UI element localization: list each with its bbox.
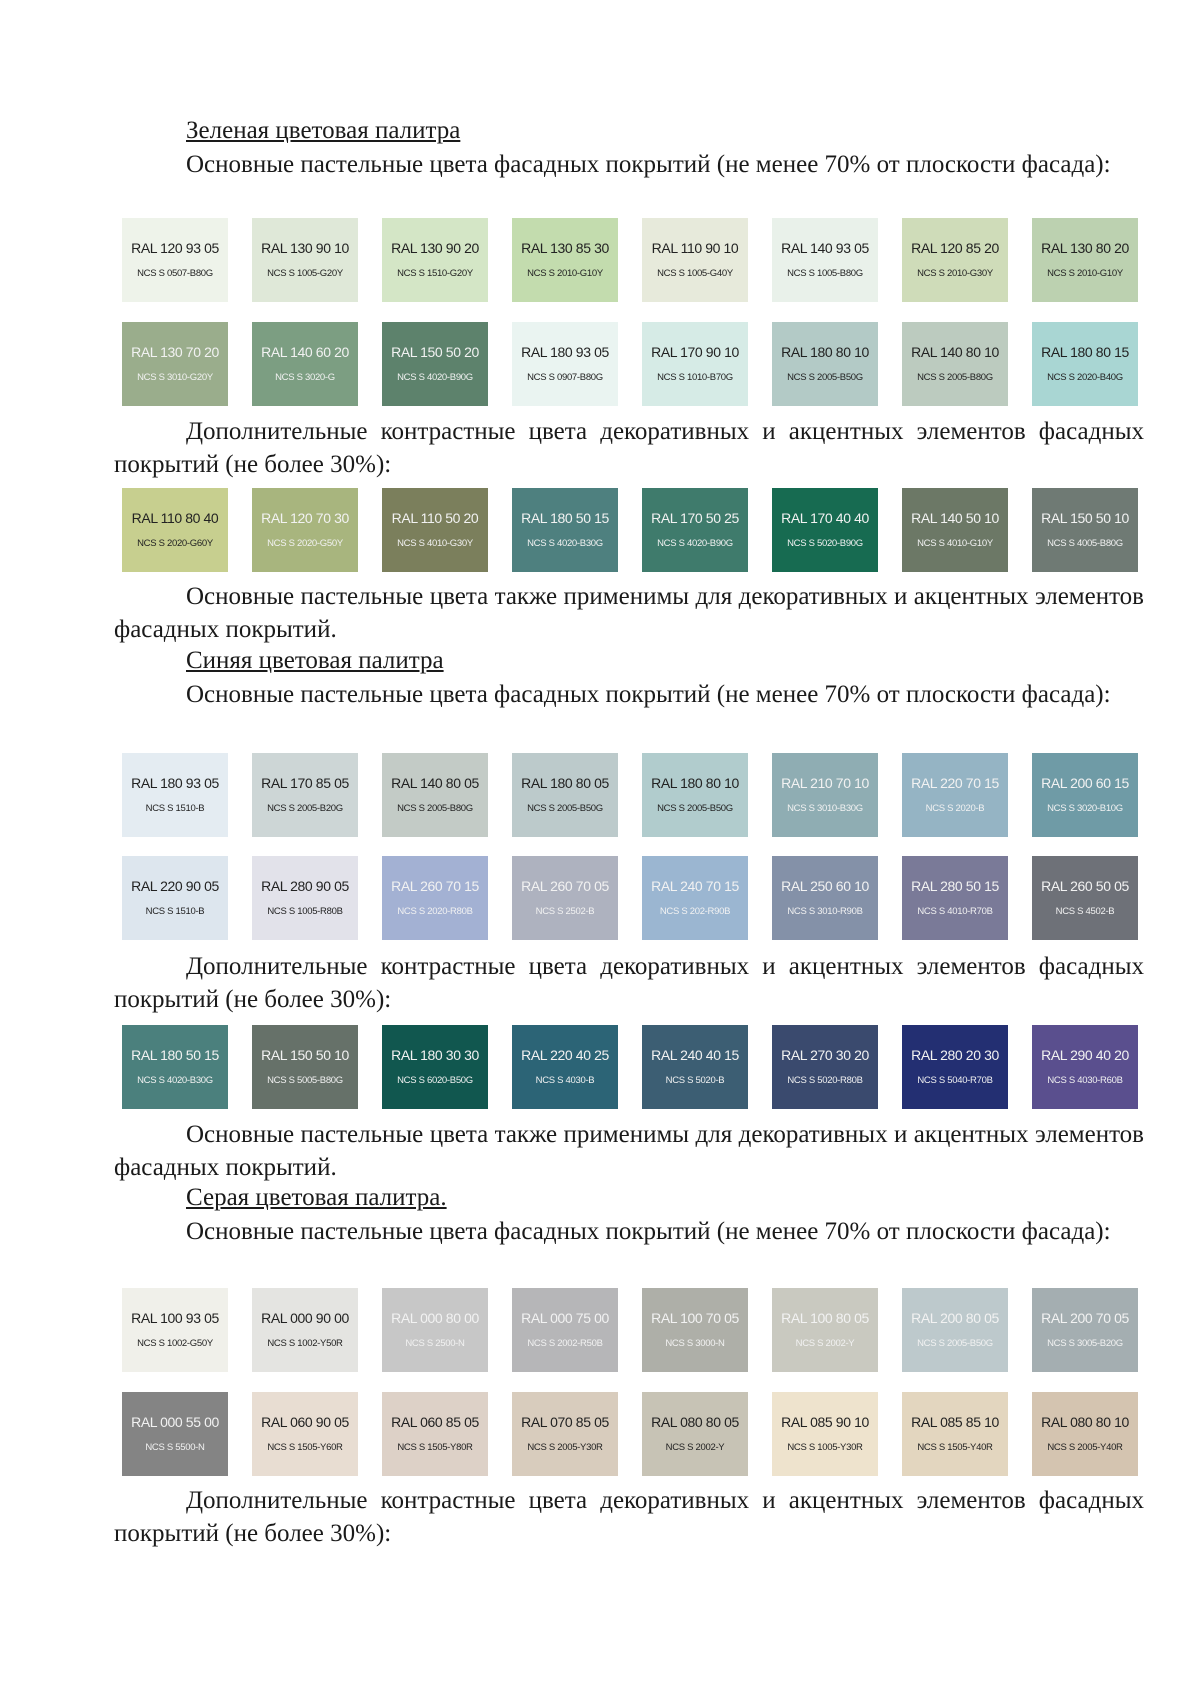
ral-code: RAL 070 85 05 [521, 1414, 609, 1430]
color-swatch [512, 1392, 618, 1476]
ral-code: RAL 240 70 15 [651, 878, 739, 894]
color-swatch [252, 1392, 358, 1476]
ncs-code: NCS S 5020-B [665, 1075, 725, 1086]
grey-palette-heading: Серая цветовая палитра. [186, 1184, 447, 1211]
ral-code: RAL 130 90 20 [391, 240, 479, 256]
ncs-code: NCS S 2010-G10Y [1047, 268, 1123, 279]
ncs-code: NCS S 2005-B80G [917, 372, 993, 383]
color-swatch [122, 753, 228, 837]
color-swatch [122, 1392, 228, 1476]
ncs-code: NCS S 2005-B20G [267, 803, 343, 814]
color-swatch [642, 1288, 748, 1372]
ncs-code: NCS S 4010-G30Y [397, 538, 473, 549]
color-swatch [642, 322, 748, 406]
color-swatch [902, 1288, 1008, 1372]
ral-code: RAL 120 85 20 [911, 240, 999, 256]
color-swatch [512, 322, 618, 406]
color-swatch [902, 856, 1008, 940]
grey-main-text: Основные пастельные цвета фасадных покрытий (не менее 70% от плоскости фасада): [186, 1218, 1111, 1245]
ncs-code: NCS S 2010-G30Y [917, 268, 993, 279]
color-swatch [252, 1288, 358, 1372]
ral-code: RAL 180 30 30 [391, 1047, 479, 1063]
ncs-code: NCS S 1505-Y60R [267, 1442, 343, 1453]
color-swatch [122, 1288, 228, 1372]
ncs-code: NCS S 4020-B30G [137, 1075, 213, 1086]
ncs-code: NCS S 4005-B80G [1047, 538, 1123, 549]
color-swatch [512, 1288, 618, 1372]
ral-code: RAL 180 80 10 [781, 344, 869, 360]
blue-palette-heading: Синяя цветовая палитра [186, 647, 444, 674]
ncs-code: NCS S 3010-G20Y [137, 372, 213, 383]
ncs-code: NCS S 1005-G40Y [657, 268, 733, 279]
color-swatch [252, 1025, 358, 1109]
color-swatch [382, 753, 488, 837]
ral-code: RAL 220 90 05 [131, 878, 219, 894]
ncs-code: NCS S 2005-B80G [397, 803, 473, 814]
ral-code: RAL 130 80 20 [1041, 240, 1129, 256]
ncs-code: NCS S 2502-B [535, 906, 595, 917]
ncs-code: NCS S 2005-B50G [787, 372, 863, 383]
ral-code: RAL 080 80 10 [1041, 1414, 1129, 1430]
ncs-code: NCS S 2005-B50G [657, 803, 733, 814]
color-swatch [772, 218, 878, 302]
color-swatch [252, 856, 358, 940]
ral-code: RAL 170 50 25 [651, 510, 739, 526]
ncs-code: NCS S 2010-G10Y [527, 268, 603, 279]
ral-code: RAL 240 40 15 [651, 1047, 739, 1063]
ral-code: RAL 270 30 20 [781, 1047, 869, 1063]
ncs-code: NCS S 5005-B80G [267, 1075, 343, 1086]
green-accent-text: Дополнительные контрастные цвета декоративных и акцентных элементов фасадных покрытий (не более 30%): [114, 418, 1144, 478]
ral-code: RAL 140 50 10 [911, 510, 999, 526]
green-main-row-2 [122, 322, 1138, 406]
ral-code: RAL 000 90 00 [261, 1310, 349, 1326]
ral-code: RAL 130 70 20 [131, 344, 219, 360]
color-swatch [902, 753, 1008, 837]
ral-code: RAL 180 80 15 [1041, 344, 1129, 360]
green-main-text: Основные пастельные цвета фасадных покрытий (не менее 70% от плоскости фасада): [186, 151, 1111, 178]
grey-main-row-1 [122, 1288, 1138, 1372]
ncs-code: NCS S 1510-G20Y [397, 268, 473, 279]
color-swatch [252, 218, 358, 302]
color-swatch [382, 856, 488, 940]
ncs-code: NCS S 2020-G50Y [267, 538, 343, 549]
ncs-code: NCS S 1002-G50Y [137, 1338, 213, 1349]
ncs-code: NCS S 2002-R50B [527, 1338, 603, 1349]
ral-code: RAL 180 80 10 [651, 775, 739, 791]
ral-code: RAL 210 70 10 [781, 775, 869, 791]
ncs-code: NCS S 1002-Y50R [267, 1338, 343, 1349]
color-swatch [1032, 856, 1138, 940]
ncs-code: NCS S 2020-R80B [397, 906, 473, 917]
ral-code: RAL 085 90 10 [781, 1414, 869, 1430]
ral-code: RAL 170 90 10 [651, 344, 739, 360]
color-swatch [512, 488, 618, 572]
color-swatch [772, 856, 878, 940]
color-swatch [642, 218, 748, 302]
color-swatch [1032, 1392, 1138, 1476]
color-swatch [902, 1392, 1008, 1476]
ral-code: RAL 200 80 05 [911, 1310, 999, 1326]
ral-code: RAL 180 93 05 [521, 344, 609, 360]
ral-code: RAL 200 70 05 [1041, 1310, 1129, 1326]
color-swatch [382, 1392, 488, 1476]
ncs-code: NCS S 5020-B90G [787, 538, 863, 549]
color-swatch [382, 1025, 488, 1109]
ral-code: RAL 200 60 15 [1041, 775, 1129, 791]
ral-code: RAL 280 20 30 [911, 1047, 999, 1063]
color-swatch [1032, 1025, 1138, 1109]
ral-code: RAL 250 60 10 [781, 878, 869, 894]
ral-code: RAL 060 85 05 [391, 1414, 479, 1430]
green-accent-row [122, 488, 1138, 572]
ncs-code: NCS S 1510-B [145, 803, 205, 814]
ral-code: RAL 000 75 00 [521, 1310, 609, 1326]
ncs-code: NCS S 2020-B40G [1047, 372, 1123, 383]
ncs-code: NCS S 5040-R70B [917, 1075, 993, 1086]
ral-code: RAL 260 70 05 [521, 878, 609, 894]
ral-code: RAL 000 55 00 [131, 1414, 219, 1430]
color-swatch [1032, 322, 1138, 406]
color-swatch [382, 218, 488, 302]
ncs-code: NCS S 3010-B30G [787, 803, 863, 814]
ral-code: RAL 140 60 20 [261, 344, 349, 360]
blue-main-row-1 [122, 753, 1138, 837]
green-palette-heading: Зеленая цветовая палитра [186, 117, 461, 144]
color-swatch [382, 322, 488, 406]
ncs-code: NCS S 1005-Y30R [787, 1442, 863, 1453]
ral-code: RAL 120 93 05 [131, 240, 219, 256]
ncs-code: NCS S 2005-Y40R [1047, 1442, 1123, 1453]
ncs-code: NCS S 2005-Y30R [527, 1442, 603, 1453]
ral-code: RAL 220 70 15 [911, 775, 999, 791]
ral-code: RAL 130 85 30 [521, 240, 609, 256]
color-swatch [122, 322, 228, 406]
color-swatch [512, 1025, 618, 1109]
ral-code: RAL 120 70 30 [261, 510, 349, 526]
color-swatch [772, 488, 878, 572]
ral-code: RAL 100 80 05 [781, 1310, 869, 1326]
color-swatch [772, 753, 878, 837]
ncs-code: NCS S 2005-B50G [917, 1338, 993, 1349]
ncs-code: NCS S 4020-B90G [397, 372, 473, 383]
color-swatch [642, 753, 748, 837]
grey-accent-text: Дополнительные контрастные цвета декоративных и акцентных элементов фасадных покрытий (не более 30%): [114, 1487, 1144, 1547]
color-swatch [252, 488, 358, 572]
ncs-code: NCS S 4020-B90G [657, 538, 733, 549]
ral-code: RAL 060 90 05 [261, 1414, 349, 1430]
color-swatch [252, 753, 358, 837]
ncs-code: NCS S 3020-G [275, 372, 335, 383]
ncs-code: NCS S 4030-B [535, 1075, 595, 1086]
color-swatch [642, 488, 748, 572]
ral-code: RAL 000 80 00 [391, 1310, 479, 1326]
ncs-code: NCS S 6020-B50G [397, 1075, 473, 1086]
color-swatch [252, 322, 358, 406]
ral-code: RAL 260 50 05 [1041, 878, 1129, 894]
ncs-code: NCS S 4020-B30G [527, 538, 603, 549]
ncs-code: NCS S 2020-G60Y [137, 538, 213, 549]
color-swatch [1032, 218, 1138, 302]
ral-code: RAL 170 85 05 [261, 775, 349, 791]
ral-code: RAL 130 90 10 [261, 240, 349, 256]
ncs-code: NCS S 2002-Y [795, 1338, 855, 1349]
ral-code: RAL 180 93 05 [131, 775, 219, 791]
ncs-code: NCS S 4010-G10Y [917, 538, 993, 549]
ncs-code: NCS S 1505-Y80R [397, 1442, 473, 1453]
blue-accent-row [122, 1025, 1138, 1109]
green-note-text: Основные пастельные цвета также применимы для декоративных и акцентных элементов фасадных покрытий. [114, 583, 1144, 643]
ncs-code: NCS S 3000-N [665, 1338, 725, 1349]
color-swatch [382, 488, 488, 572]
ncs-code: NCS S 0507-B80G [137, 268, 213, 279]
ncs-code: NCS S 3005-B20G [1047, 1338, 1123, 1349]
ncs-code: NCS S 4030-R60B [1047, 1075, 1123, 1086]
color-swatch [642, 1392, 748, 1476]
color-swatch [772, 1288, 878, 1372]
ncs-code: NCS S 1010-B70G [657, 372, 733, 383]
ncs-code: NCS S 1005-R80B [267, 906, 343, 917]
ral-code: RAL 180 80 05 [521, 775, 609, 791]
ncs-code: NCS S 202-R90B [659, 906, 731, 917]
color-swatch [382, 1288, 488, 1372]
ncs-code: NCS S 2002-Y [665, 1442, 725, 1453]
ral-code: RAL 110 80 40 [131, 510, 219, 526]
color-swatch [772, 322, 878, 406]
color-swatch [122, 856, 228, 940]
color-swatch [642, 856, 748, 940]
ral-code: RAL 140 93 05 [781, 240, 869, 256]
blue-note-text: Основные пастельные цвета также применимы для декоративных и акцентных элементов фасадных покрытий. [114, 1121, 1144, 1181]
ral-code: RAL 180 50 15 [131, 1047, 219, 1063]
ral-code: RAL 150 50 10 [1041, 510, 1129, 526]
green-main-row-1 [122, 218, 1138, 302]
color-swatch [512, 218, 618, 302]
blue-main-row-2 [122, 856, 1138, 940]
color-swatch [772, 1025, 878, 1109]
ral-code: RAL 100 70 05 [651, 1310, 739, 1326]
ncs-code: NCS S 1005-B80G [787, 268, 863, 279]
ral-code: RAL 170 40 40 [781, 510, 869, 526]
color-swatch [902, 1025, 1008, 1109]
ncs-code: NCS S 2500-N [405, 1338, 465, 1349]
ncs-code: NCS S 4502-B [1055, 906, 1115, 917]
color-swatch [1032, 1288, 1138, 1372]
ral-code: RAL 140 80 10 [911, 344, 999, 360]
color-swatch [772, 1392, 878, 1476]
ral-code: RAL 100 93 05 [131, 1310, 219, 1326]
color-swatch [1032, 488, 1138, 572]
ral-code: RAL 110 90 10 [651, 240, 739, 256]
color-swatch [1032, 753, 1138, 837]
ncs-code: NCS S 1505-Y40R [917, 1442, 993, 1453]
ral-code: RAL 080 80 05 [651, 1414, 739, 1430]
ncs-code: NCS S 3010-R90B [787, 906, 863, 917]
color-swatch [902, 218, 1008, 302]
ncs-code: NCS S 1005-G20Y [267, 268, 343, 279]
ral-code: RAL 280 90 05 [261, 878, 349, 894]
ral-code: RAL 180 50 15 [521, 510, 609, 526]
ncs-code: NCS S 4010-R70B [917, 906, 993, 917]
ral-code: RAL 290 40 20 [1041, 1047, 1129, 1063]
color-swatch [902, 488, 1008, 572]
ral-code: RAL 150 50 10 [261, 1047, 349, 1063]
color-swatch [122, 218, 228, 302]
color-swatch [642, 1025, 748, 1109]
ral-code: RAL 085 85 10 [911, 1414, 999, 1430]
blue-accent-text: Дополнительные контрастные цвета декоративных и акцентных элементов фасадных покрытий (не более 30%): [114, 953, 1144, 1013]
ncs-code: NCS S 5500-N [145, 1442, 205, 1453]
ral-code: RAL 280 50 15 [911, 878, 999, 894]
blue-main-text: Основные пастельные цвета фасадных покрытий (не менее 70% от плоскости фасада): [186, 681, 1111, 708]
color-swatch [512, 856, 618, 940]
ncs-code: NCS S 5020-R80B [787, 1075, 863, 1086]
ncs-code: NCS S 2005-B50G [527, 803, 603, 814]
color-swatch [512, 753, 618, 837]
color-swatch [902, 322, 1008, 406]
color-swatch [122, 488, 228, 572]
ncs-code: NCS S 3020-B10G [1047, 803, 1123, 814]
ncs-code: NCS S 0907-B80G [527, 372, 603, 383]
ral-code: RAL 220 40 25 [521, 1047, 609, 1063]
ral-code: RAL 150 50 20 [391, 344, 479, 360]
ral-code: RAL 140 80 05 [391, 775, 479, 791]
ncs-code: NCS S 1510-B [145, 906, 205, 917]
ral-code: RAL 110 50 20 [391, 510, 479, 526]
ncs-code: NCS S 2020-B [925, 803, 985, 814]
ral-code: RAL 260 70 15 [391, 878, 479, 894]
color-swatch [122, 1025, 228, 1109]
grey-main-row-2 [122, 1392, 1138, 1476]
